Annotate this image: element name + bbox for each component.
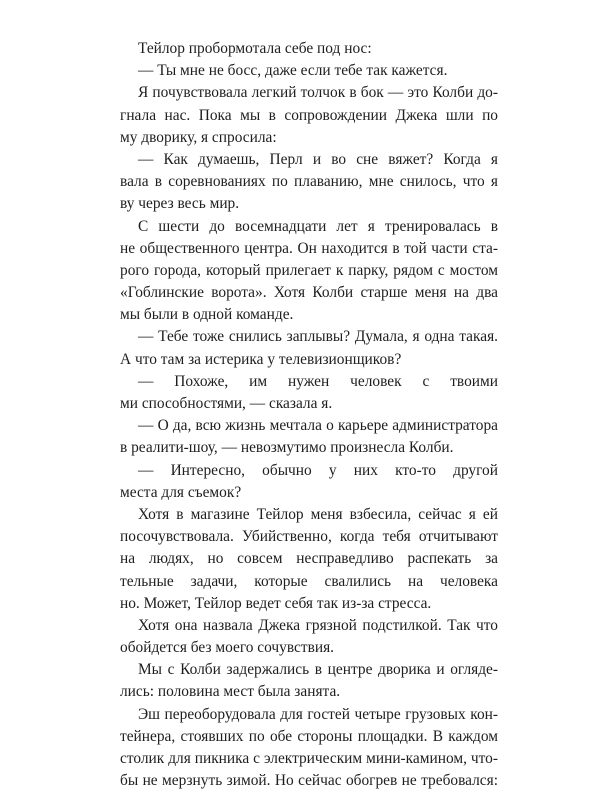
text-line: С шести до восемнадцати лет я тренировалась в bbox=[138, 217, 498, 235]
text-line: Хотя в магазине Тейлор меня взбесила, сейчас я ей bbox=[138, 505, 498, 523]
text-line: в реалити-шоу, — невозмутимо произнесла Колби. bbox=[120, 439, 454, 457]
text-line: места для съемок? bbox=[120, 483, 242, 501]
text-line: ми способностями, — сказала я. bbox=[120, 395, 333, 412]
text-line: но. Может, Тейлор ведет себя так из-за стресса. bbox=[120, 594, 432, 612]
text-line: му дворику, я спросила: bbox=[120, 128, 277, 146]
text-line: — Как думаешь, Перл и во сне вяжет? Когда я bbox=[138, 150, 498, 168]
text-line: — Похоже, им нужен человек с твоими bbox=[138, 372, 498, 390]
text-line: Эш переоборудовала для гостей четыре грузовых кон- bbox=[138, 705, 498, 723]
book-page bbox=[120, 38, 498, 792]
text-line: не общественного центра. Он находится в той части ста- bbox=[120, 239, 498, 257]
text-line: ву через весь мир. bbox=[120, 195, 240, 213]
text-line: на людях, но совсем несправедливо распекать за bbox=[120, 550, 498, 568]
text-line: тельные задачи, которые свалились на человека bbox=[120, 572, 498, 590]
text-line: Хотя она назвала Джека грязной подстилкой. Так что bbox=[138, 616, 498, 634]
text-line: лись: половина мест была занята. bbox=[120, 683, 341, 701]
text-line: обойдется без моего сочувствия. bbox=[120, 639, 335, 657]
text-line: — О да, всю жизнь мечтала о карьере администратора bbox=[138, 417, 498, 435]
text-line: Тейлор пробормотала себе под нос: bbox=[138, 40, 372, 57]
text-line: Мы с Колби задержались в центре дворика и огляде- bbox=[138, 661, 498, 679]
text-line: — Интересно, обычно у них кто-то другой bbox=[138, 461, 498, 479]
text-line: А что там за истерика у телевизионщиков? bbox=[120, 350, 402, 368]
text-line: мы были в одной команде. bbox=[120, 306, 294, 324]
text-line: — Тебе тоже снились заплывы? Думала, я одна такая. bbox=[138, 328, 498, 346]
text-line: столик для пикника с электрическим мини-камином, что- bbox=[120, 750, 498, 767]
text-line: вала в соревнованиях по плаванию, мне снилось, что я bbox=[120, 173, 498, 191]
text-line: посочувствовала. Убийственно, когда тебя отчитывают bbox=[120, 528, 498, 546]
text-line: «Гоблинские ворота». Хотя Колби старше меня на два bbox=[120, 284, 498, 302]
text-line: бы не мерзнуть зимой. Но сейчас обогрев не требовался: bbox=[120, 772, 498, 790]
text-line: тейнера, стоявших по обе стороны площадки. В каждом bbox=[120, 727, 498, 745]
text-line: Я почувствовала легкий толчок в бок — это Колби до- bbox=[138, 84, 498, 102]
text-line: — Ты мне не босс, даже если тебе так кажется. bbox=[138, 62, 448, 80]
text-line: рого города, который прилегает к парку, рядом с мостом bbox=[120, 261, 498, 279]
text-line: гнала нас. Пока мы в сопровождении Джека шли по bbox=[120, 106, 498, 124]
